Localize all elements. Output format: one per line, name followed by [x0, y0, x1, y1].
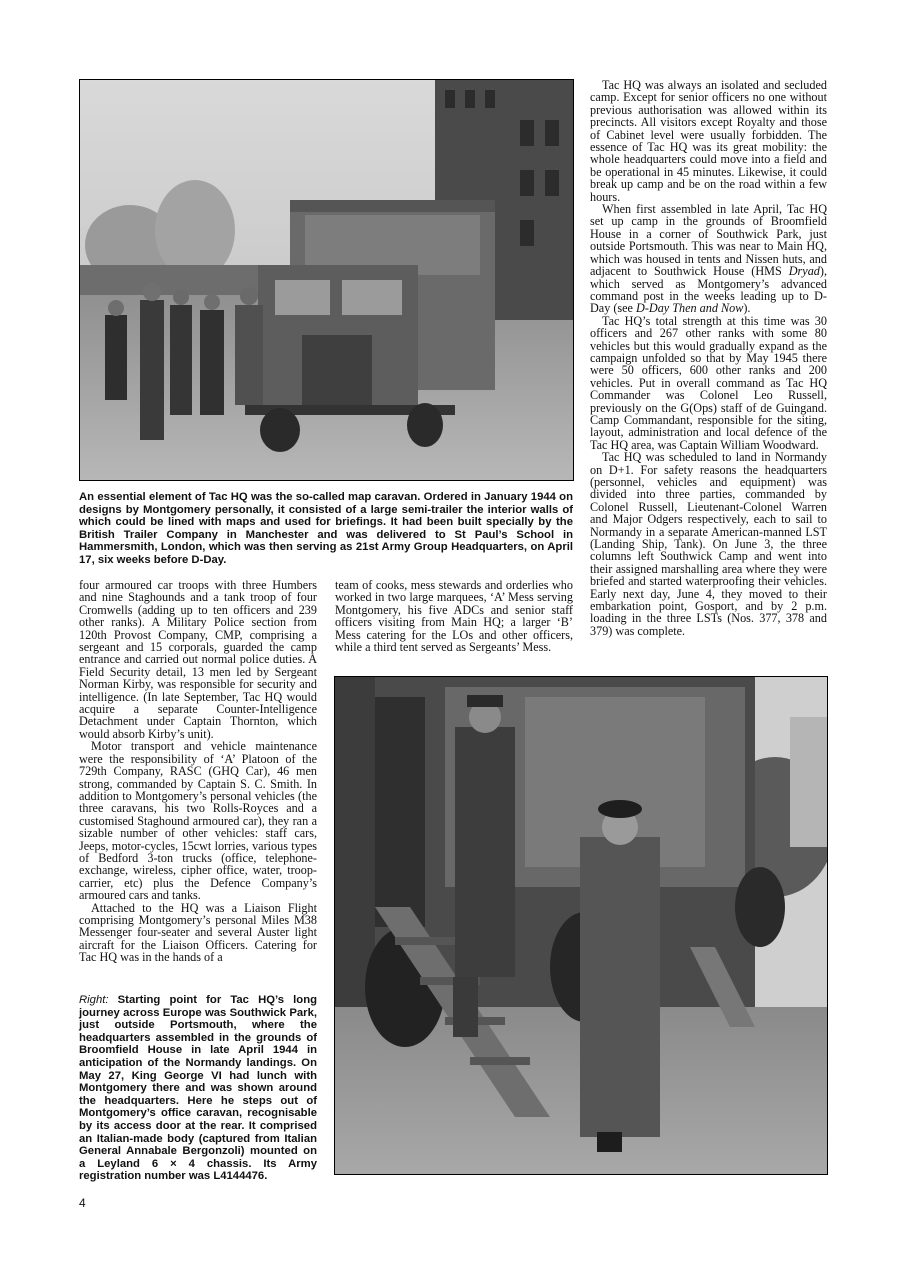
- map-caravan-image: [80, 80, 573, 480]
- book-title: D-Day Then and Now: [636, 301, 744, 316]
- paragraph: [590, 203, 827, 315]
- paragraph: Tac HQ was always an isolated and secluded camp. Except for senior officers no one without previous authorisation was allowed within its precincts. All visitors except Royalty and those of Cabinet level were usually forbidden. The essence of Tac HQ was its great mobility: the whole headquarters could move into a field and be operational in 45 minutes. Likewise, it could break up camp and be on the road within a few hours.: [590, 78, 827, 204]
- map-caravan-photo: [79, 79, 574, 481]
- paragraph: Tac HQ was scheduled to land in Normandy on D+1. For safety reasons the headquarters (personnel, vehicles and equipment) was divided into three parties, commanded by Colonel Russell, Lieutenant-Colonel Warren and Major Odgers respectively, each to sail to Normandy in a separate American-manned LST (Landing Ship, Tank). On June 3, the three columns left Southwick Camp and went into their assigned marshalling area where they were briefed and started waterproofing their vehicles. Early next day, June 4, they moved to their embarkation point, Gosport, and by 2 p.m. loading in the three LSTs (Nos. 377, 378 and 379) was complete.: [590, 450, 827, 638]
- caption-text: Starting point for Tac HQ’s long journey across Europe was Southwick Park, just outside Portsmouth, where the headquarters assembled in the grounds of Broomfield House in late April 1944 in anticipation of the Normandy landings. On May 27, King George VI had lunch with Montgomery there and was shown around the headquarters. Here he steps out of Montgomery’s office caravan, recognisable by its access door at the rear. It comprised an Italian-made body (captured from Italian General Annabale Bergonzoli) mounted on a Leyland 6 × 4 chassis. Its Army registration number was L4144476.: [79, 994, 317, 1183]
- ship-name: Dryad: [788, 264, 820, 279]
- map-caravan-caption: An essential element of Tac HQ was the so-called map caravan. Ordered in January 1944 on designs by Montgomery personally, it consisted of a large semi-trailer the interior walls of which could be lined with maps and used for briefings. It had been built specially by the British Trailer Company in Manchester and was delivered to St Paul’s School in Hammersmith, London, which was then serving as 21st Army Group Headquarters, on April 17, six weeks before D-Day.: [79, 491, 573, 566]
- text-span: ).: [743, 301, 751, 316]
- middle-text-column: [335, 579, 573, 653]
- paragraph: team of cooks, mess stewards and orderlies who worked in two large marquees, ‘A’ Mess serving Montgomery, his five ADCs and senior staff officers visiting from Main HQ; a larger ‘B’ Mess catering for the LOs and other officers, while a third tent served as Sergeants’ Mess.: [335, 578, 573, 655]
- paragraph: four armoured car troops with three Humbers and nine Staghounds and a tank troop of four Cromwells (adding up to ten officers and 239 other ranks). A Military Police section from 120th Provost Company, CMP, comprising a sergeant and 15 corporals, guarded the camp entrance and carried out normal police duties. A Field Security detail, 13 men led by Sergeant Norman Kirby, was responsible for security and intelligence. (In late September, Tac HQ would acquire a separate Counter-Intelligence Detachment under Captain Thornton, which would absorb Kirby’s unit).: [79, 578, 317, 741]
- page-number: 4: [79, 1196, 86, 1210]
- caption-lead: Right:: [79, 994, 109, 1006]
- king-visit-caption: [79, 994, 317, 1183]
- text-span: When first assembled in late April, Tac HQ set up camp in the grounds of Broomfield House in a corner of Southwick Park, just outside Portsmouth. This was near to Main HQ, which was housed in tents and Nissen huts, and adjacent to Southwick House (HMS: [590, 202, 827, 279]
- king-and-montgomery-image: [335, 677, 827, 1174]
- paragraph: Motor transport and vehicle maintenance were the responsibility of ‘A’ Platoon of the 729th Company, RASC (GHQ Car), 46 men strong, commanded by Captain S. C. Smith. In addition to Montgomery’s personal vehicles (the three caravans, his two Rolls-Royces and a customised Staghound armoured car), they ran a sizable number of other vehicles: staff cars, Jeeps, motor-cycles, 15cwt lorries, various types of Bedford 3-ton trucks (office, telephone-exchange, wireless, cipher office, water, troop-carrier, etc) plus the Defence Company’s armoured cars and tanks.: [79, 739, 317, 903]
- paragraph: Tac HQ’s total strength at this time was 30 officers and 267 other ranks with some 80 vehicles but this would gradually expand as the campaign unfolded so that by May 1945 there were 50 officers, 600 other ranks and 200 vehicles. Put in overall command as Tac HQ Commander was Colonel Leo Russell, previously on the G(Ops) staff of de Guingand. Camp Commandant, responsible for the siting, layout, administration and local defence of the Tac HQ area, was Captain William Woodward.: [590, 313, 827, 452]
- right-text-column: [590, 79, 827, 637]
- king-and-montgomery-photo: [334, 676, 828, 1175]
- left-text-column: [79, 579, 317, 964]
- text-span: ), which served as Montgomery’s advanced command post in the weeks leading up to D-Day (see: [590, 264, 827, 316]
- paragraph: Attached to the HQ was a Liaison Flight comprising Montgomery’s personal Miles M38 Messenger four-seater and several Auster light aircraft for the Liaison Officers. Catering for Tac HQ was in the hands of a: [79, 900, 317, 965]
